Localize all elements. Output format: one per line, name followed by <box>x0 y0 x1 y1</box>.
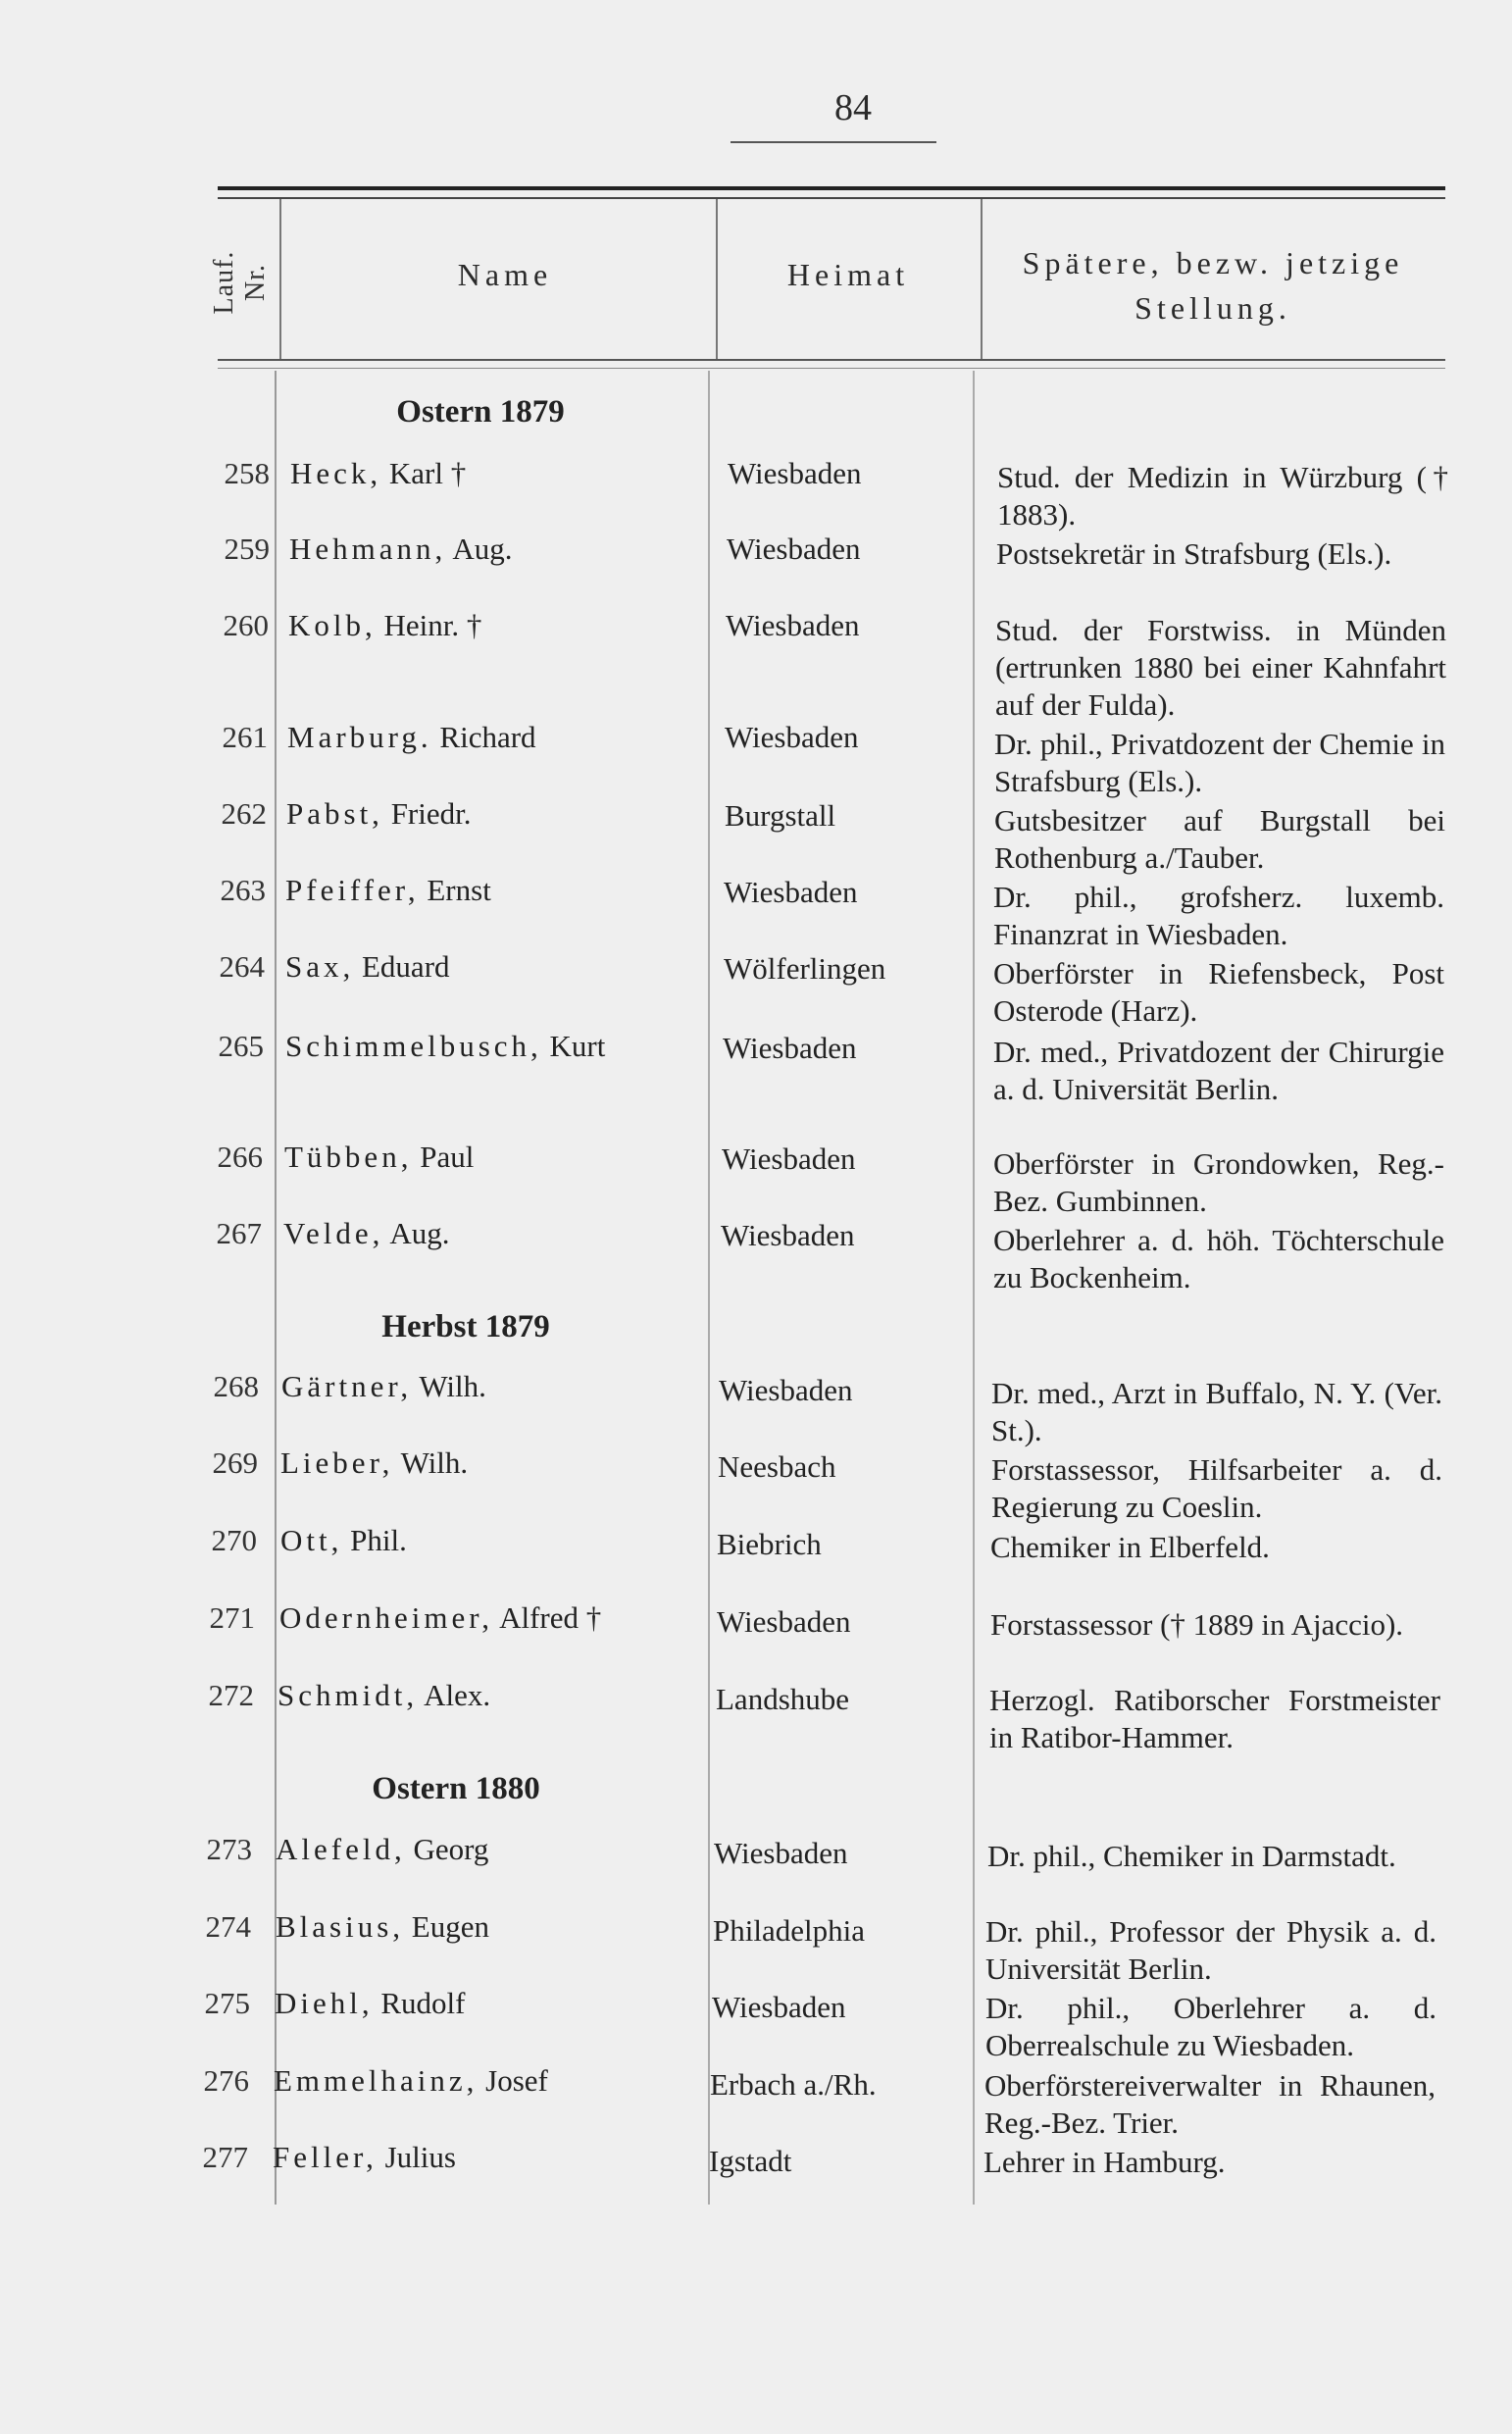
row-given-name: Friedr. <box>390 796 472 831</box>
row-number: 259 <box>224 532 270 566</box>
row-stellung: Oberförster in Riefensbeck, Post Osterode (Harz). <box>993 956 1444 1028</box>
row-stellung: Oberförstereiverwalter in Rhaunen, Reg.-Bez. Trier. <box>984 2068 1436 2140</box>
row-given-name: Phil. <box>350 1523 407 1557</box>
row-number: 268 <box>213 1369 259 1403</box>
row-number: 261 <box>222 720 268 754</box>
row-number: 262 <box>221 796 267 831</box>
row-surname: Marburg. <box>287 720 432 754</box>
row-given-name: Eugen <box>411 1909 489 1944</box>
header-stellung-line1: Spätere, bezw. jetzige <box>1022 245 1404 280</box>
row-surname: Alefeld, <box>276 1832 406 1866</box>
row-name <box>288 608 481 643</box>
row-heimat: Wiesbaden <box>712 1990 846 2024</box>
row-surname: Gärtner, <box>281 1369 413 1403</box>
row-given-name: Aug. <box>452 532 513 566</box>
row-number: 260 <box>223 608 269 642</box>
row-stellung: Oberförster in Grondowken, Reg.-Bez. Gumbinnen. <box>993 1146 1444 1218</box>
row-stellung: Dr. med., Arzt in Buffalo, N. Y. (Ver. St.). <box>991 1376 1442 1447</box>
row-surname: Ott, <box>280 1523 343 1557</box>
row-name <box>284 1140 474 1175</box>
row-given-name: Aug. <box>389 1216 450 1250</box>
row-heimat: Wiesbaden <box>728 456 862 490</box>
row-surname: Pabst, <box>286 796 383 831</box>
row-given-name: Kurt <box>549 1029 606 1063</box>
column-divider-header-3 <box>981 199 983 359</box>
row-name <box>289 532 512 567</box>
row-number: 267 <box>216 1216 262 1250</box>
row-surname: Velde, <box>283 1216 384 1250</box>
section-title: Ostern 1879 <box>396 394 565 430</box>
row-given-name: Josef <box>485 2063 548 2098</box>
row-name <box>285 949 450 985</box>
row-given-name: Alex. <box>424 1678 491 1712</box>
header-lauf-nr: Lauf. Nr. <box>209 250 271 315</box>
row-heimat: Burgstall <box>725 798 836 833</box>
row-surname: Kolb, <box>288 608 377 642</box>
row-heimat: Wiesbaden <box>721 1218 855 1252</box>
header-rule-bottom <box>218 359 1445 361</box>
row-stellung: Stud. der Forstwiss. in Münden (ertrunken 1880 bei einer Kahnfahrt auf der Fulda). <box>995 613 1446 722</box>
row-number: 266 <box>217 1140 263 1174</box>
row-stellung: Dr. med., Privatdozent der Chirurgie a. d. Universität Berlin. <box>993 1035 1444 1106</box>
row-heimat: Neesbach <box>718 1449 836 1484</box>
row-name <box>280 1523 407 1558</box>
row-stellung: Lehrer in Hamburg. <box>983 2145 1226 2179</box>
row-surname: Sax, <box>285 949 355 984</box>
row-name <box>290 456 466 491</box>
row-name <box>281 1369 486 1404</box>
row-surname: Emmelhainz, <box>274 2063 479 2098</box>
row-stellung: Dr. phil., Oberlehrer a. d. Oberrealschule zu Wiesbaden. <box>985 1991 1436 2062</box>
header-stellung-line2: Stellung. <box>1134 290 1291 326</box>
header-heimat: Heimat <box>786 257 910 292</box>
row-surname: Feller, <box>273 2140 378 2174</box>
row-number: 273 <box>206 1832 252 1866</box>
row-heimat: Wiesbaden <box>724 875 858 909</box>
row-heimat: Philadelphia <box>713 1913 865 1948</box>
row-heimat: Erbach a./Rh. <box>710 2067 877 2102</box>
row-surname: Odernheimer, <box>279 1600 494 1635</box>
column-divider-header-1 <box>279 199 281 359</box>
row-heimat: Wiesbaden <box>714 1836 848 1870</box>
header-rule-bottom-thin <box>218 368 1445 369</box>
row-stellung: Dr. phil., grofsherz. luxemb. Finanzrat in Wiesbaden. <box>993 880 1444 951</box>
row-given-name: Wilh. <box>419 1369 486 1403</box>
row-name <box>285 1029 605 1064</box>
row-heimat: Wiesbaden <box>726 608 860 642</box>
row-surname: Heck, <box>290 456 382 490</box>
row-name <box>280 1445 468 1481</box>
row-name <box>286 796 472 832</box>
row-given-name: Heinr. † <box>383 608 482 642</box>
row-number: 265 <box>218 1029 264 1063</box>
row-given-name: Rudolf <box>380 1986 466 2020</box>
row-stellung: Dr. phil., Chemiker in Darmstadt. <box>987 1839 1396 1873</box>
row-surname: Pfeiffer, <box>285 873 420 907</box>
row-name <box>275 1986 466 2021</box>
row-given-name: Julius <box>384 2140 456 2174</box>
row-given-name: Richard <box>439 720 536 754</box>
row-stellung: Gutsbesitzer auf Burgstall bei Rothenburg a./Tauber. <box>994 803 1445 875</box>
row-heimat: Wiesbaden <box>725 720 859 754</box>
row-stellung: Dr. phil., Professor der Physik a. d. Universität Berlin. <box>985 1914 1436 1986</box>
header-name: Name <box>457 257 553 292</box>
row-surname: Schimmelbusch, <box>285 1029 542 1063</box>
row-stellung: Chemiker in Elberfeld. <box>990 1530 1270 1564</box>
row-number: 276 <box>203 2063 249 2098</box>
row-number: 269 <box>212 1445 258 1480</box>
row-given-name: Ernst <box>427 873 491 907</box>
row-given-name: Georg <box>413 1832 489 1866</box>
row-surname: Schmidt, <box>277 1678 419 1712</box>
row-number: 263 <box>220 873 266 907</box>
row-heimat: Landshube <box>716 1682 850 1716</box>
row-heimat: Biebrich <box>717 1527 822 1561</box>
row-heimat: Wiesbaden <box>719 1373 853 1407</box>
row-number: 275 <box>204 1986 250 2020</box>
row-heimat: Igstadt <box>709 2144 792 2178</box>
row-name <box>285 873 491 908</box>
row-heimat: Wiesbaden <box>723 1031 857 1065</box>
row-name <box>274 2063 548 2099</box>
row-number: 274 <box>205 1909 251 1944</box>
row-number: 270 <box>211 1523 257 1557</box>
row-name <box>276 1909 489 1945</box>
row-stellung: Forstassessor, Hilfsarbeiter a. d. Regierung zu Coeslin. <box>991 1452 1442 1524</box>
row-heimat: Wiesbaden <box>727 532 861 566</box>
row-name <box>276 1832 488 1867</box>
row-number: 264 <box>219 949 265 984</box>
page-number-rule <box>731 141 936 143</box>
row-name <box>277 1678 490 1713</box>
section-title: Herbst 1879 <box>381 1309 550 1344</box>
row-stellung: Stud. der Medizin in Würzburg († 1883). <box>997 460 1448 532</box>
row-name <box>287 720 536 755</box>
column-divider-3 <box>973 371 975 2205</box>
row-stellung: Forstassessor († 1889 in Ajaccio). <box>990 1607 1404 1642</box>
row-given-name: Wilh. <box>400 1445 469 1480</box>
column-divider-header-2 <box>716 199 718 359</box>
row-surname: Hehmann, <box>289 532 447 566</box>
row-stellung: Oberlehrer a. d. höh. Töchterschule zu Bockenheim. <box>993 1223 1444 1294</box>
row-name <box>279 1600 601 1636</box>
row-number: 271 <box>209 1600 255 1635</box>
row-given-name: Paul <box>420 1140 475 1174</box>
row-heimat: Wiesbaden <box>722 1141 856 1176</box>
row-number: 258 <box>224 456 270 490</box>
row-given-name: Eduard <box>362 949 450 984</box>
row-surname: Lieber, <box>280 1445 394 1480</box>
row-name <box>273 2140 456 2175</box>
row-surname: Diehl, <box>275 1986 374 2020</box>
row-number: 277 <box>202 2140 248 2174</box>
header-rule-top-thin <box>218 197 1445 199</box>
row-stellung: Dr. phil., Privatdozent der Chemie in Strafsburg (Els.). <box>994 727 1445 798</box>
row-given-name: Alfred † <box>499 1600 602 1635</box>
column-divider-2 <box>708 371 710 2205</box>
page-number: 84 <box>834 87 872 128</box>
row-surname: Blasius, <box>276 1909 405 1944</box>
section-title: Ostern 1880 <box>372 1771 540 1806</box>
row-number: 272 <box>208 1678 254 1712</box>
row-stellung: Herzogl. Ratiborscher Forstmeister in Ratibor-Hammer. <box>989 1683 1440 1754</box>
row-heimat: Wiesbaden <box>717 1604 851 1639</box>
row-surname: Tübben, <box>284 1140 413 1174</box>
row-given-name: Karl † <box>388 456 467 490</box>
header-rule-top <box>218 186 1445 190</box>
row-name <box>283 1216 450 1251</box>
row-heimat: Wölferlingen <box>724 951 886 986</box>
row-stellung: Postsekretär in Strafsburg (Els.). <box>996 536 1392 571</box>
